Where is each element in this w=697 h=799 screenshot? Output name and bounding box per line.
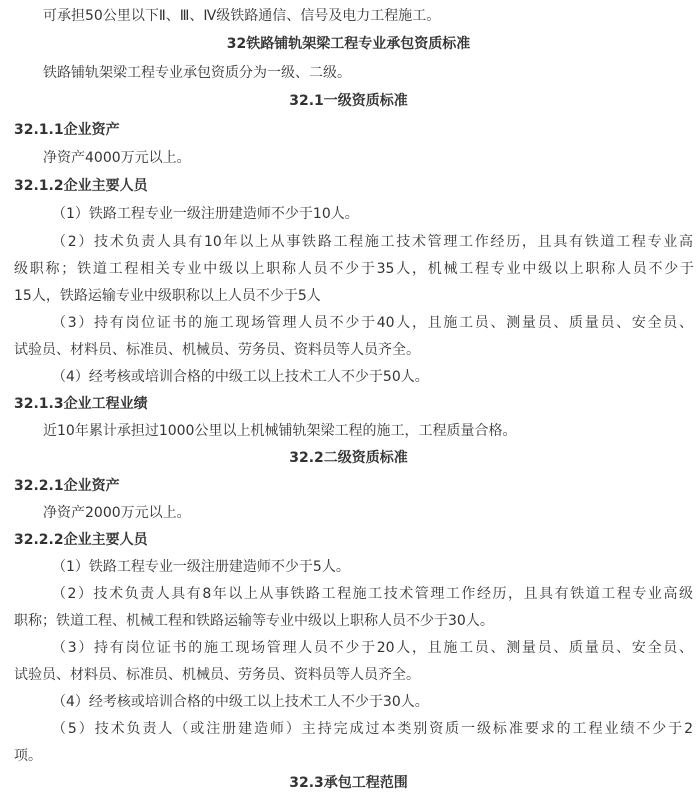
heading: 32.1.2企业主要人员 [14,178,148,194]
heading: 32.2.2企业主要人员 [14,532,148,548]
text-line: 项。 [14,748,42,764]
text-line: （2）技术负责人具有8年以上从事铁路工程施工技术管理工作经历，且具有铁道工程专业高级 [52,586,693,602]
subsection-title: 32.2二级资质标准 [289,450,408,466]
text-line: （5）技术负责人（或注册建造师）主持完成过本类别资质一级标准要求的工程业绩不少于2 [52,721,693,737]
section-title: 32铁路铺轨架梁工程专业承包资质标准 [226,36,471,52]
text-line: （4）经考核或培训合格的中级工以上技术工人不少于30人。 [52,694,429,710]
text-line: 净资产4000万元以上。 [43,150,191,166]
text-line: 级职称；铁道工程相关专业中级以上职称人员不少于35人，机械工程专业中级以上职称人员不少于 [14,261,694,277]
text-line: 铁路铺轨架梁工程专业承包资质分为一级、二级。 [43,65,351,81]
text-line: 职称；铁道工程、机械工程和铁路运输等专业中级以上职称人员不少于30人。 [14,613,494,629]
text-line: 15人，铁路运输专业中级职称以上人员不少于5人 [14,288,321,304]
subsection-title: 32.3承包工程范围 [289,775,408,791]
text-line: 试验员、材料员、标准员、机械员、劳务员、资料员等人员齐全。 [14,667,420,683]
text-line: 净资产2000万元以上。 [43,505,191,521]
heading: 32.1.1企业资产 [14,122,120,138]
text-line: 近10年累计承担过1000公里以上机械铺轨架梁工程的施工，工程质量合格。 [43,423,517,439]
text-line: （2）技术负责人具有10年以上从事铁路工程施工技术管理工作经历，且具有铁道工程专业高 [52,234,693,250]
subsection-title: 32.1一级资质标准 [289,93,408,109]
text-line: （1）铁路工程专业一级注册建造师不少于10人。 [52,206,359,222]
text-line: 试验员、材料员、标准员、机械员、劳务员、资料员等人员齐全。 [14,342,420,358]
heading: 32.2.1企业资产 [14,478,120,494]
heading: 32.1.3企业工程业绩 [14,396,148,412]
text-line: 可承担50公里以下Ⅱ、Ⅲ、Ⅳ级铁路通信、信号及电力工程施工。 [43,8,441,24]
text-line: （3）持有岗位证书的施工现场管理人员不少于20人，且施工员、测量员、质量员、安全员、 [52,640,693,656]
text-line: （1）铁路工程专业一级注册建造师不少于5人。 [52,559,350,575]
text-line: （4）经考核或培训合格的中级工以上技术工人不少于50人。 [52,369,429,385]
text-line: （3）持有岗位证书的施工现场管理人员不少于40人，且施工员、测量员、质量员、安全员、 [52,315,693,331]
